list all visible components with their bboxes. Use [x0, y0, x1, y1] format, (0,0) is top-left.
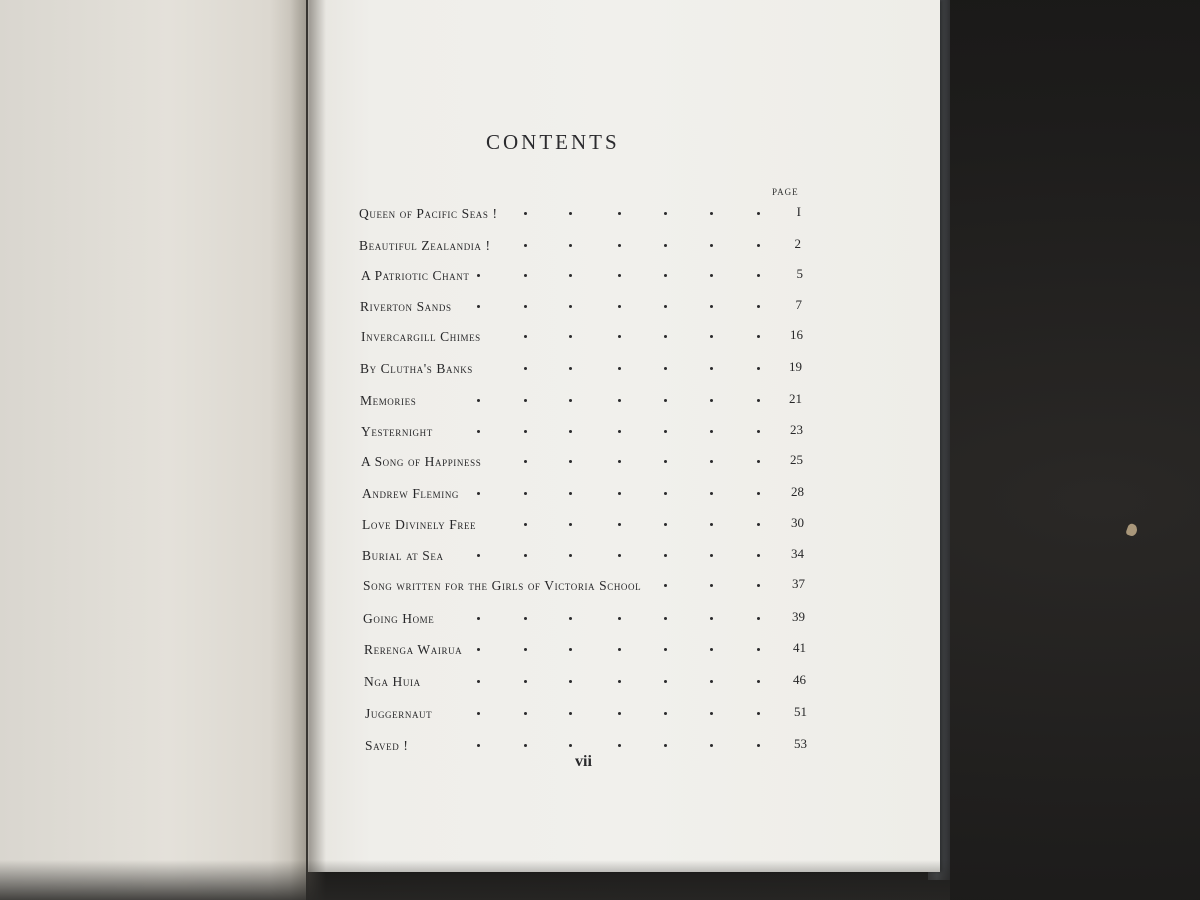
leader-dot [569, 367, 572, 370]
leader-dot [524, 554, 527, 557]
leader-dot [710, 744, 713, 747]
leader-dot [664, 305, 667, 308]
leader-dot [757, 680, 760, 683]
leader-dot [757, 305, 760, 308]
dot-leader [363, 617, 823, 620]
leader-dot [618, 554, 621, 557]
leader-dot [618, 460, 621, 463]
leader-dot [710, 712, 713, 715]
leader-dot [710, 523, 713, 526]
leader-dot [664, 617, 667, 620]
toc-entry-title: Riverton Sands [360, 299, 452, 314]
leader-dot [569, 523, 572, 526]
leader-dot [569, 554, 572, 557]
leader-dot [477, 617, 480, 620]
leader-dot [524, 305, 527, 308]
leader-dot [569, 744, 572, 747]
leader-dot [710, 244, 713, 247]
leader-dot [757, 523, 760, 526]
leader-dot [524, 648, 527, 651]
toc-entry-title: Queen of Pacific Seas ! [359, 206, 498, 221]
dot-leader [361, 460, 821, 463]
leader-dot [477, 712, 480, 715]
leader-dot [664, 523, 667, 526]
leader-dot [757, 212, 760, 215]
leader-dot [569, 617, 572, 620]
toc-entry [360, 393, 820, 413]
leader-dot [618, 399, 621, 402]
toc-entry-title: Saved ! [365, 738, 409, 753]
leader-dot [710, 274, 713, 277]
leader-dot [477, 399, 480, 402]
toc-entry [361, 454, 821, 474]
leader-dot [524, 617, 527, 620]
leader-dot [569, 244, 572, 247]
toc-entry [361, 329, 821, 349]
leader-dot [618, 274, 621, 277]
toc-entry-title: Beautiful Zealandia ! [359, 238, 491, 253]
leader-dot [477, 305, 480, 308]
leader-dot [757, 335, 760, 338]
toc-entry [365, 706, 825, 726]
toc-entry-page-number: 7 [795, 297, 802, 312]
toc-entry-title: Andrew Fleming [362, 486, 460, 501]
toc-entry [361, 424, 821, 444]
leader-dot [757, 367, 760, 370]
leader-dot [524, 680, 527, 683]
leader-dot [757, 274, 760, 277]
leader-dot [664, 584, 667, 587]
leader-dot [524, 335, 527, 338]
toc-entry [361, 268, 821, 288]
leader-dot [618, 367, 621, 370]
leader-dot [477, 430, 480, 433]
leader-dot [757, 244, 760, 247]
leader-dot [569, 305, 572, 308]
leader-dot [524, 744, 527, 747]
toc-entry [362, 486, 822, 506]
dot-leader [365, 712, 825, 715]
toc-entry [362, 517, 822, 537]
leader-dot [710, 554, 713, 557]
leader-dot [569, 430, 572, 433]
leader-dot [524, 367, 527, 370]
leader-dot [664, 212, 667, 215]
leader-dot [618, 648, 621, 651]
toc-entry-page-number: 19 [789, 359, 802, 374]
leader-dot [664, 244, 667, 247]
toc-entry [362, 548, 822, 568]
dot-leader [365, 744, 825, 747]
dot-leader [364, 680, 824, 683]
leader-dot [664, 680, 667, 683]
leader-dot [524, 274, 527, 277]
leader-dot [569, 399, 572, 402]
leader-dot [757, 744, 760, 747]
toc-entry-title: A Patriotic Chant [361, 268, 470, 283]
dot-leader [359, 244, 819, 247]
toc-entry-page-number: 53 [794, 736, 807, 751]
leader-dot [618, 523, 621, 526]
toc-entry-title: Burial at Sea [362, 548, 444, 563]
toc-entry-page-number: 51 [794, 704, 807, 719]
toc-entry-title: Going Home [363, 611, 435, 626]
leader-dot [664, 648, 667, 651]
leader-dot [710, 648, 713, 651]
toc-entry-page-number: I [796, 204, 801, 219]
dot-leader [360, 367, 820, 370]
leader-dot [618, 244, 621, 247]
toc-entry-page-number: 5 [796, 266, 803, 281]
leader-dot [524, 712, 527, 715]
dot-leader [361, 335, 821, 338]
leader-dot [524, 460, 527, 463]
page-column-header: PAGE [772, 187, 799, 197]
leader-dot [524, 430, 527, 433]
leader-dot [618, 492, 621, 495]
leader-dot [664, 367, 667, 370]
toc-entry-page-number: 21 [789, 391, 802, 406]
toc-entry-title: Rerenga Wairua [364, 642, 463, 657]
leader-dot [569, 712, 572, 715]
leader-dot [664, 492, 667, 495]
leader-dot [569, 492, 572, 495]
leader-dot [710, 584, 713, 587]
leader-dot [710, 460, 713, 463]
leader-dot [618, 744, 621, 747]
toc-entry-title: Song written for the Girls of Victoria School [363, 578, 642, 593]
leader-dot [618, 335, 621, 338]
leader-dot [664, 744, 667, 747]
toc-entry [364, 674, 824, 694]
leader-dot [710, 430, 713, 433]
toc-entry [359, 238, 819, 258]
toc-entry [365, 738, 825, 758]
leader-dot [664, 399, 667, 402]
leader-dot [569, 212, 572, 215]
leader-dot [710, 680, 713, 683]
toc-entry-page-number: 2 [794, 236, 801, 251]
leader-dot [757, 648, 760, 651]
leader-dot [710, 305, 713, 308]
toc-entry-title: A Song of Happiness [361, 454, 482, 469]
leader-dot [710, 367, 713, 370]
leader-dot [757, 554, 760, 557]
toc-entry-title: Yesternight [361, 424, 433, 439]
leader-dot [757, 492, 760, 495]
leader-dot [710, 212, 713, 215]
toc-entry-title: Nga Huia [364, 674, 421, 689]
dot-leader [362, 523, 822, 526]
leader-dot [618, 212, 621, 215]
dot-leader [364, 648, 824, 651]
leader-dot [524, 399, 527, 402]
leader-dot [710, 492, 713, 495]
leader-dot [664, 554, 667, 557]
leader-dot [664, 430, 667, 433]
leader-dot [524, 212, 527, 215]
leader-dot [569, 648, 572, 651]
leader-dot [618, 430, 621, 433]
toc-entry-title: Love Divinely Free [362, 517, 477, 532]
dot-leader [359, 212, 819, 215]
leader-dot [664, 712, 667, 715]
leader-dot [524, 492, 527, 495]
toc-entry [359, 206, 819, 226]
toc-entry-title: Juggernaut [365, 706, 433, 721]
toc-entry-title: Memories [360, 393, 417, 408]
toc-entry [360, 299, 820, 319]
leader-dot [757, 712, 760, 715]
dot-leader [360, 399, 820, 402]
toc-entry [363, 611, 823, 631]
page-folio-number: vii [575, 753, 592, 770]
toc-entry-page-number: 37 [792, 576, 805, 591]
leader-dot [618, 680, 621, 683]
dot-leader [362, 554, 822, 557]
leader-dot [569, 274, 572, 277]
leader-dot [477, 744, 480, 747]
leader-dot [664, 274, 667, 277]
toc-entry-page-number: 41 [793, 640, 806, 655]
leader-dot [710, 335, 713, 338]
leader-dot [477, 648, 480, 651]
toc-entry-page-number: 34 [791, 546, 804, 561]
toc-entry-page-number: 28 [791, 484, 804, 499]
leader-dot [569, 680, 572, 683]
contents-heading: CONTENTS [486, 130, 620, 154]
toc-entry [360, 361, 820, 381]
leader-dot [477, 680, 480, 683]
page-bottom-shadow [0, 860, 950, 900]
dot-leader [361, 430, 821, 433]
dot-leader [363, 584, 823, 587]
leader-dot [524, 244, 527, 247]
leader-dot [757, 617, 760, 620]
leader-dot [569, 460, 572, 463]
dot-leader [360, 305, 820, 308]
toc-entry-page-number: 46 [793, 672, 806, 687]
toc-entry-page-number: 39 [792, 609, 805, 624]
leader-dot [477, 274, 480, 277]
leader-dot [757, 584, 760, 587]
toc-entry-title: Invercargill Chimes [361, 329, 481, 344]
toc-entry [364, 642, 824, 662]
toc-entry-page-number: 23 [790, 422, 803, 437]
dot-leader [362, 492, 822, 495]
toc-entry-page-number: 30 [791, 515, 804, 530]
leader-dot [618, 712, 621, 715]
toc-entry-page-number: 16 [790, 327, 803, 342]
leader-dot [569, 335, 572, 338]
leader-dot [664, 335, 667, 338]
toc-entry-title: By Clutha's Banks [360, 361, 473, 376]
leader-dot [757, 460, 760, 463]
toc-entry [363, 578, 823, 598]
leader-dot [664, 460, 667, 463]
leader-dot [710, 399, 713, 402]
leader-dot [524, 523, 527, 526]
leader-dot [710, 617, 713, 620]
dot-leader [361, 274, 821, 277]
leader-dot [618, 305, 621, 308]
toc-entry-page-number: 25 [790, 452, 803, 467]
leader-dot [757, 430, 760, 433]
leader-dot [757, 399, 760, 402]
leader-dot [618, 617, 621, 620]
leader-dot [477, 492, 480, 495]
leader-dot [477, 554, 480, 557]
